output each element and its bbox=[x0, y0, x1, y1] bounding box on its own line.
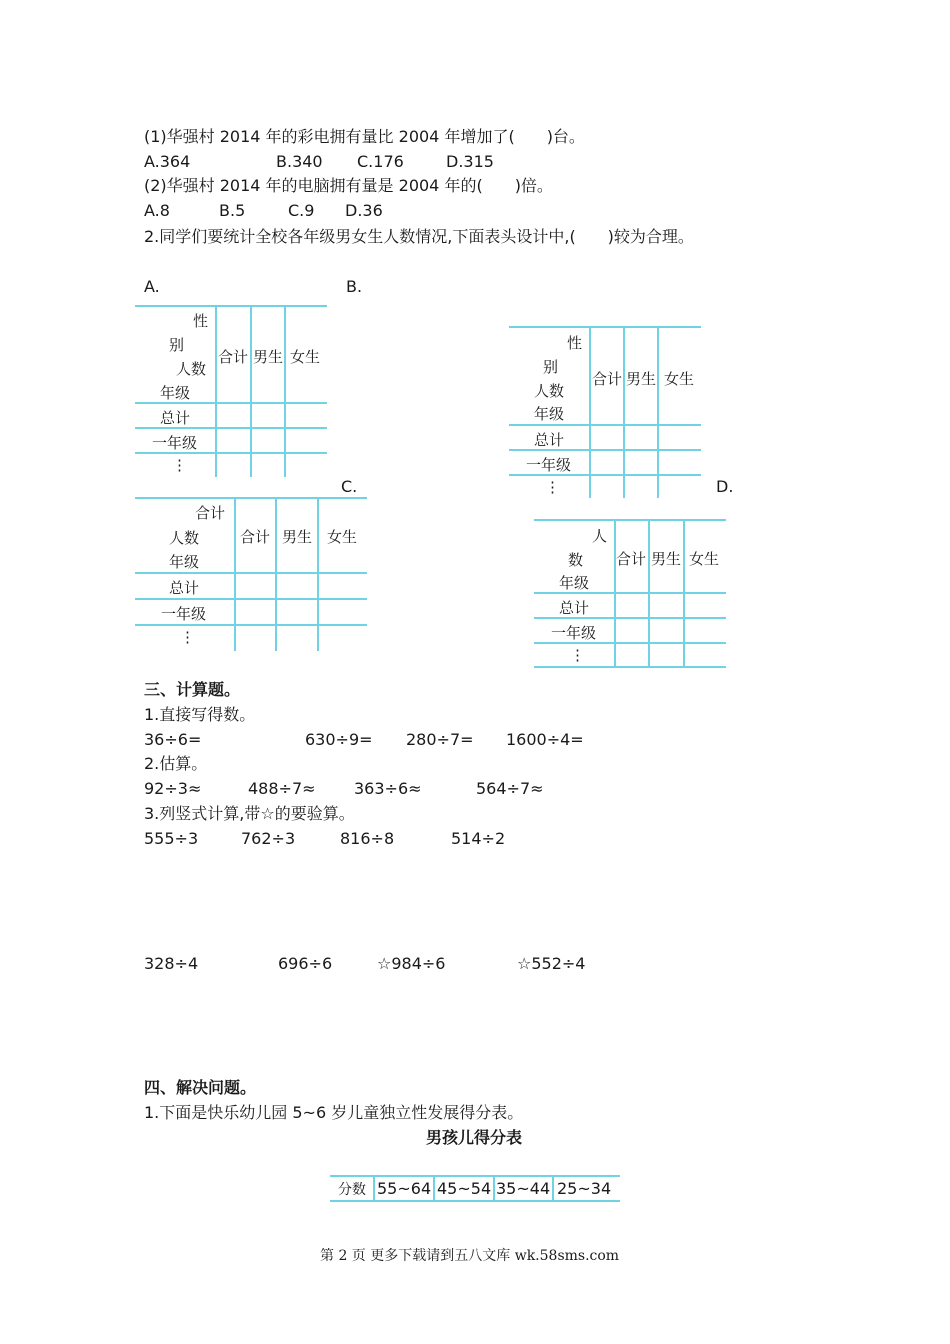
calc-item: 630÷9= bbox=[305, 730, 373, 749]
row-header: ⋮ bbox=[180, 628, 195, 646]
column-header: 男生 bbox=[651, 550, 682, 568]
vertical-calc-item: ☆984÷6 bbox=[377, 954, 446, 973]
column-header: 女生 bbox=[327, 528, 358, 546]
calc-item: 1600÷4= bbox=[506, 730, 584, 749]
diag-label: 年级 bbox=[534, 405, 565, 423]
section-3-title: 三、计算题。 bbox=[144, 680, 241, 699]
option-d: D.36 bbox=[345, 201, 383, 220]
row-header: 总计 bbox=[534, 431, 565, 449]
question-2: 2.同学们要统计全校各年级男女生人数情况,下面表头设计中,( )较为合理。 bbox=[144, 227, 694, 246]
diag-label: 人数 bbox=[169, 529, 200, 547]
question-1-2: (2)华强村 2014 年的电脑拥有量是 2004 年的( )倍。 bbox=[144, 176, 553, 195]
row-header: ⋮ bbox=[570, 646, 585, 664]
vertical-calc-item: 696÷6 bbox=[278, 954, 333, 973]
row-header: 一年级 bbox=[161, 605, 207, 623]
option-b: B.5 bbox=[219, 201, 246, 220]
score-range: 45~54 bbox=[437, 1179, 492, 1198]
row-header: 总计 bbox=[169, 579, 200, 597]
diag-label: 性 bbox=[567, 334, 583, 352]
diag-label: 合计 bbox=[195, 504, 226, 522]
score-table-title: 男孩儿得分表 bbox=[426, 1128, 523, 1147]
score-header: 分数 bbox=[338, 1182, 366, 1198]
row-header: 一年级 bbox=[152, 434, 198, 452]
row-header: 总计 bbox=[160, 409, 191, 427]
diag-label: 别 bbox=[169, 336, 185, 354]
table-a-label: A. bbox=[144, 277, 160, 296]
estimate-item: 564÷7≈ bbox=[476, 779, 544, 798]
section-4-q1: 1.下面是快乐幼儿园 5~6 岁儿童独立性发展得分表。 bbox=[144, 1103, 524, 1122]
column-header: 女生 bbox=[290, 348, 321, 366]
row-header: 总计 bbox=[559, 599, 590, 617]
table-b-label: B. bbox=[346, 277, 363, 296]
option-a: A.8 bbox=[144, 201, 170, 220]
diag-label: 别 bbox=[543, 358, 559, 376]
section-3-q2: 2.估算。 bbox=[144, 754, 208, 773]
row-header: 一年级 bbox=[526, 456, 572, 474]
option-a: A.364 bbox=[144, 152, 191, 171]
vertical-calc-item: 514÷2 bbox=[451, 829, 506, 848]
section-4-title: 四、解决问题。 bbox=[144, 1078, 257, 1097]
column-header: 合计 bbox=[240, 528, 271, 546]
option-b: B.340 bbox=[276, 152, 323, 171]
diag-label: 年级 bbox=[160, 384, 191, 402]
option-c: C.9 bbox=[288, 201, 315, 220]
vertical-calc-item: 816÷8 bbox=[340, 829, 395, 848]
diag-label: 人数 bbox=[176, 360, 207, 378]
score-range: 55~64 bbox=[377, 1179, 432, 1198]
diag-label: 年级 bbox=[169, 553, 200, 571]
section-3-q1: 1.直接写得数。 bbox=[144, 705, 256, 724]
diag-label: 年级 bbox=[559, 574, 590, 592]
calc-item: 36÷6= bbox=[144, 730, 202, 749]
vertical-calc-item: 328÷4 bbox=[144, 954, 199, 973]
column-header: 男生 bbox=[626, 370, 657, 388]
page-footer: 第 2 页 更多下载请到五八文库 wk.58sms.com bbox=[320, 1248, 620, 1264]
estimate-item: 363÷6≈ bbox=[354, 779, 422, 798]
column-header: 合计 bbox=[592, 370, 623, 388]
estimate-item: 488÷7≈ bbox=[248, 779, 316, 798]
diag-label: 性 bbox=[193, 312, 209, 330]
question-1-1: (1)华强村 2014 年的彩电拥有量比 2004 年增加了( )台。 bbox=[144, 127, 585, 146]
option-d: D.315 bbox=[446, 152, 494, 171]
column-header: 男生 bbox=[282, 528, 313, 546]
vertical-calc-item: ☆552÷4 bbox=[517, 954, 586, 973]
vertical-calc-item: 762÷3 bbox=[241, 829, 296, 848]
diag-label: 人数 bbox=[534, 382, 565, 400]
section-3-q3: 3.列竖式计算,带☆的要验算。 bbox=[144, 804, 355, 823]
column-header: 女生 bbox=[664, 370, 695, 388]
option-c: C.176 bbox=[357, 152, 404, 171]
table-d-label: D. bbox=[716, 477, 734, 496]
row-header: ⋮ bbox=[172, 456, 187, 474]
vertical-calc-item: 555÷3 bbox=[144, 829, 199, 848]
table-c-label: C. bbox=[341, 477, 358, 496]
row-header: 一年级 bbox=[551, 624, 597, 642]
column-header: 男生 bbox=[253, 348, 284, 366]
diag-label: 人 bbox=[592, 527, 608, 545]
calc-item: 280÷7= bbox=[406, 730, 474, 749]
diag-label: 数 bbox=[568, 551, 584, 569]
estimate-item: 92÷3≈ bbox=[144, 779, 202, 798]
column-header: 女生 bbox=[689, 550, 720, 568]
row-header: ⋮ bbox=[545, 478, 560, 496]
column-header: 合计 bbox=[616, 550, 647, 568]
column-header: 合计 bbox=[218, 348, 249, 366]
score-range: 35~44 bbox=[496, 1179, 551, 1198]
score-range: 25~34 bbox=[557, 1179, 612, 1198]
